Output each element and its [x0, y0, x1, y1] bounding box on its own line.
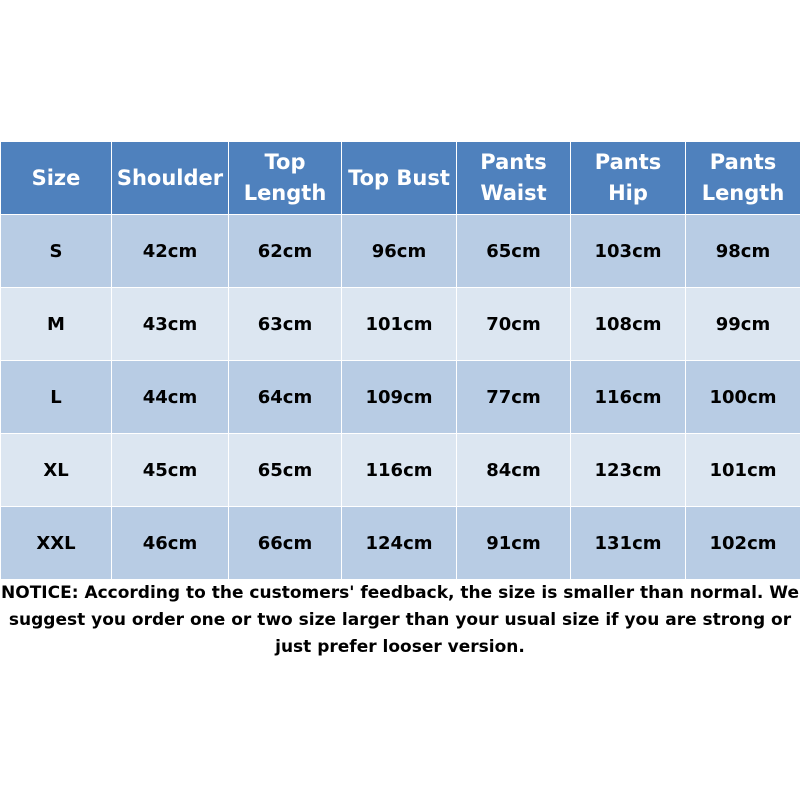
- header-pants-length-line1: Pants: [709, 150, 777, 174]
- notice-line: suggest you order one or two size larger than your usual size if you are strong or: [8, 610, 792, 630]
- table-cell: 116cm: [571, 361, 686, 434]
- table-cell: M: [1, 288, 112, 361]
- notice-line: just prefer looser version.: [275, 637, 525, 657]
- table-cell: 66cm: [229, 507, 342, 580]
- sizing-notice: [0, 580, 800, 661]
- header-shoulder: [112, 142, 229, 215]
- table-cell: 102cm: [686, 507, 800, 580]
- table-cell: 84cm: [457, 434, 571, 507]
- table-cell: 43cm: [112, 288, 229, 361]
- table-cell: 46cm: [112, 507, 229, 580]
- table-cell: 42cm: [112, 215, 229, 288]
- header-pants-length-line2: Length: [701, 181, 785, 205]
- table-cell: 45cm: [112, 434, 229, 507]
- table-cell: 98cm: [686, 215, 800, 288]
- table-row: [1, 507, 800, 580]
- table-cell: 70cm: [457, 288, 571, 361]
- table-cell: 65cm: [229, 434, 342, 507]
- size-chart-table: [0, 141, 800, 580]
- header-pants-length: [686, 142, 800, 215]
- header-top-length-line2: Length: [243, 181, 327, 205]
- table-cell: 44cm: [112, 361, 229, 434]
- header-pants-waist-line2: Waist: [480, 181, 547, 205]
- header-size-label: Size: [31, 165, 81, 190]
- table-cell: 65cm: [457, 215, 571, 288]
- table-cell: 91cm: [457, 507, 571, 580]
- table-cell: 62cm: [229, 215, 342, 288]
- table-cell: 116cm: [342, 434, 457, 507]
- table-row: [1, 215, 800, 288]
- table-row: [1, 288, 800, 361]
- header-top-length: [229, 142, 342, 215]
- table-cell: XL: [1, 434, 112, 507]
- header-top-bust: [342, 142, 457, 215]
- table-cell: 103cm: [571, 215, 686, 288]
- notice-line: NOTICE: According to the customers' feedback, the size is smaller than normal. We: [1, 583, 799, 603]
- table-cell: 96cm: [342, 215, 457, 288]
- header-top-length-line1: Top: [264, 150, 306, 174]
- table-cell: 77cm: [457, 361, 571, 434]
- table-cell: 109cm: [342, 361, 457, 434]
- header-pants-waist: [457, 142, 571, 215]
- table-cell: 101cm: [342, 288, 457, 361]
- table-cell: 124cm: [342, 507, 457, 580]
- header-pants-hip-line2: Hip: [608, 181, 648, 205]
- table-cell: XXL: [1, 507, 112, 580]
- table-row: [1, 361, 800, 434]
- header-pants-hip: [571, 142, 686, 215]
- table-cell: 99cm: [686, 288, 800, 361]
- table-cell: 131cm: [571, 507, 686, 580]
- header-top-bust-label: Top Bust: [348, 165, 450, 190]
- header-size: [1, 142, 112, 215]
- table-row: [1, 434, 800, 507]
- table-cell: 108cm: [571, 288, 686, 361]
- table-cell: 101cm: [686, 434, 800, 507]
- table-cell: L: [1, 361, 112, 434]
- header-pants-waist-line1: Pants: [480, 150, 547, 174]
- table-cell: 64cm: [229, 361, 342, 434]
- header-row: [1, 142, 800, 215]
- table-cell: 63cm: [229, 288, 342, 361]
- table-cell: 100cm: [686, 361, 800, 434]
- header-shoulder-label: Shoulder: [116, 165, 224, 190]
- header-pants-hip-line1: Pants: [594, 150, 662, 174]
- table-cell: S: [1, 215, 112, 288]
- table-cell: 123cm: [571, 434, 686, 507]
